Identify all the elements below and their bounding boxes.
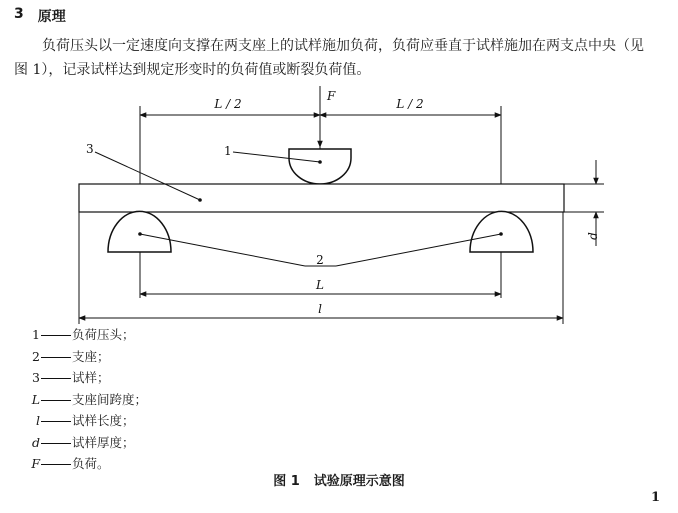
legend-dash [41,443,71,444]
legend-text: 支座； [72,348,110,364]
figure-title: 试验原理示意图 [313,474,405,489]
legend-key: d [31,434,40,450]
legend-item [30,324,147,346]
section-title: 原理 [37,9,66,25]
callout-1-label: 1 [224,144,232,158]
left-support [108,211,171,252]
legend-dash [41,378,71,379]
legend-text: 负荷压头； [72,327,135,342]
legend-item [30,389,147,411]
legend-dash [41,357,71,358]
loading-nose [289,149,351,184]
legend-text: 支座间跨度； [72,391,148,407]
legend-key: 2 [32,348,40,364]
legend-key: L [31,391,40,407]
legend-item [30,410,147,432]
legend-text: 负荷。 [72,456,110,471]
legend-key: 3 [32,370,40,385]
legend-item [30,432,147,454]
legend-item [30,367,147,389]
legend-key: F [31,456,40,471]
span-label: L [316,278,324,292]
right-support [470,211,533,252]
figure-legend [30,324,147,475]
legend-dash [41,464,71,465]
half-span-label-left: L / 2 [214,97,242,111]
paragraph-text-1: 负荷压头以一定速度向支撑在两支座上的试样施加负荷，负荷应垂直于试样施加在两支点中央（见 [42,38,644,54]
length-label: l [318,302,322,316]
legend-dash [41,400,71,401]
callout-2-label: 2 [316,253,324,267]
figure-caption [0,470,678,489]
legend-text: 试样厚度； [72,434,135,450]
callout-3-label: 3 [86,142,94,156]
figure-label: 图 1 [273,474,300,489]
legend-text: 试样长度； [72,413,135,428]
specimen-bar [79,184,564,212]
half-span-label-right: L / 2 [396,97,424,111]
thickness-label: d [586,232,600,240]
force-label: F [327,89,336,103]
legend-text: 试样； [72,370,110,385]
paragraph-text-2: 图 1），记录试样达到规定形变时的负荷值或断裂负荷值。 [14,62,371,78]
legend-dash [41,421,71,422]
legend-key: 1 [32,327,40,342]
page-number: 1 [650,490,660,505]
legend-item [30,346,147,368]
legend-dash [41,335,71,336]
legend-key: l [36,413,40,428]
section-number: 3 [14,6,24,22]
